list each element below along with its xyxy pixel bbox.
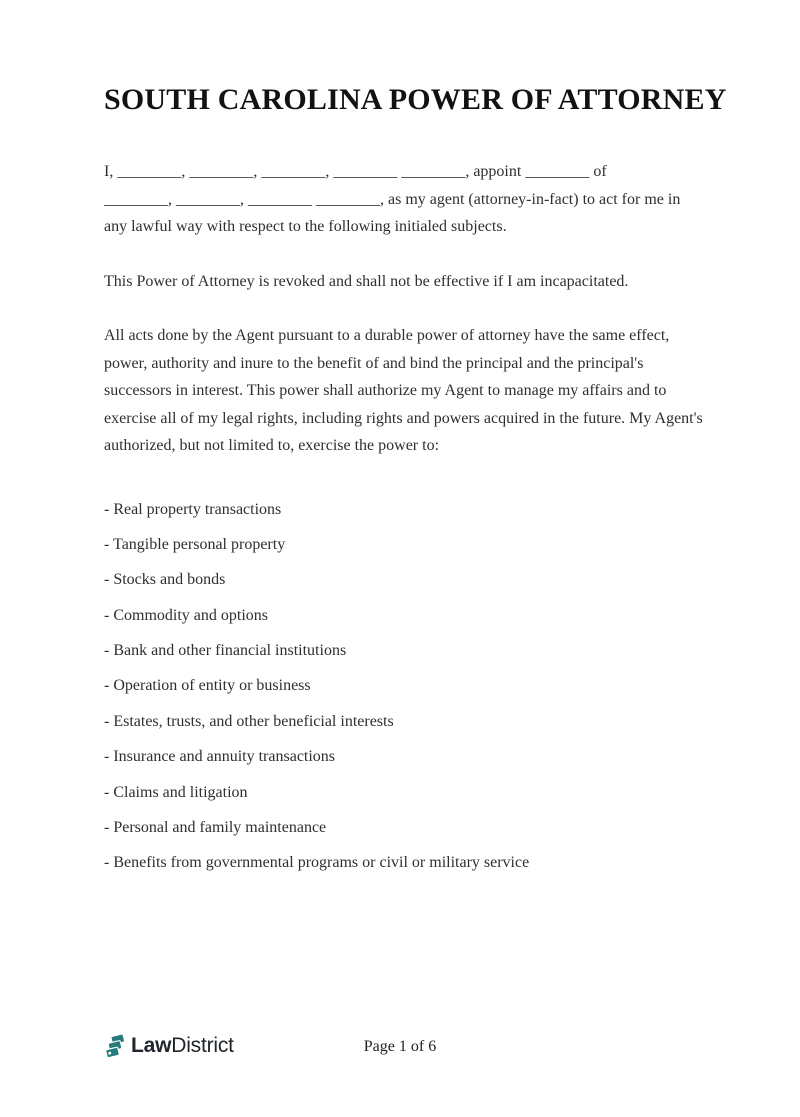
durable-paragraph-line: authorized, but not limited to, exercise the power to: (104, 437, 440, 454)
document-page (0, 82, 800, 1117)
opening-paragraph-line: I, ________, ________, ________, ________ ________, appoint ________ of (104, 163, 607, 180)
list-item: - Bank and other financial institutions (104, 642, 347, 660)
list-item: - Real property transactions (104, 500, 282, 518)
powers-list (104, 496, 696, 877)
list-item: - Estates, trusts, and other beneficial interests (104, 712, 394, 730)
page-footer (0, 1032, 800, 1068)
opening-paragraph-line: ________, ________, ________ ________, as my agent (attorney-in-fact) to act for me in (104, 190, 681, 208)
list-item: - Claims and litigation (104, 783, 248, 801)
wordmark-law: Law (131, 1034, 172, 1057)
list-item: - Insurance and annuity transactions (104, 748, 336, 766)
list-item: - Operation of entity or business (104, 677, 311, 695)
durable-paragraph-line: power, authority and inure to the benefit of and bind the principal and the principal's (104, 354, 644, 372)
list-item: - Benefits from governmental programs or civil or military service (104, 854, 530, 872)
list-item: - Stocks and bonds (104, 571, 226, 589)
list-item: - Commodity and options (104, 606, 268, 624)
durable-paragraph-line: All acts done by the Agent pursuant to a durable power of attorney have the same effect, (104, 327, 670, 344)
document-title: SOUTH CAROLINA POWER OF ATTORNEY (104, 83, 727, 116)
durable-powers-paragraph (104, 322, 703, 460)
revocation-line: This Power of Attorney is revoked and shall not be effective if I am incapacitated. (104, 272, 629, 290)
opening-paragraph (104, 158, 696, 241)
list-item: - Tangible personal property (104, 535, 286, 553)
list-item: - Personal and family maintenance (104, 819, 327, 837)
revocation-paragraph (104, 268, 696, 296)
opening-paragraph-line: any lawful way with respect to the following initialed subjects. (104, 218, 507, 235)
durable-paragraph-line: exercise all of my legal rights, including rights and powers acquired in the future. My Agent's (104, 409, 703, 427)
page-number: Page 1 of 6 (363, 1038, 437, 1055)
durable-paragraph-line: successors in interest. This power shall authorize my Agent to manage my affairs and to (104, 382, 667, 399)
wordmark-district: District (171, 1034, 234, 1057)
